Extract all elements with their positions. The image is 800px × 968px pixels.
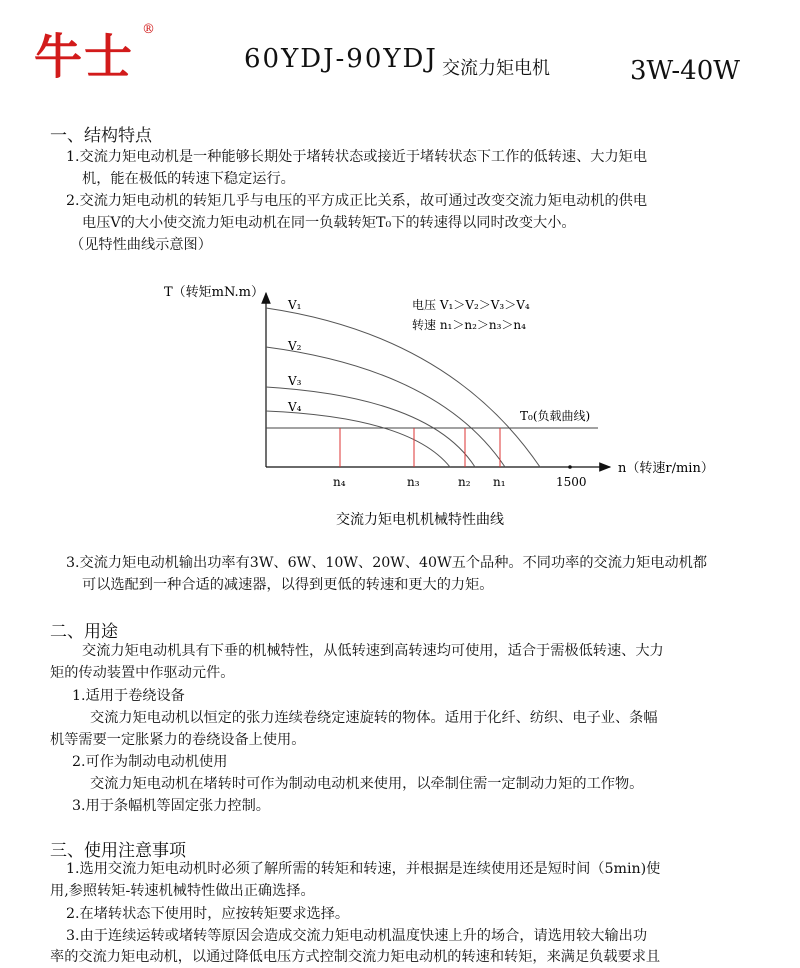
section2-sub1-line1: 交流力矩电动机以恒定的张力连续卷绕定速旋转的物体。适用于化纤、纺织、电子业、条幅 [90, 710, 658, 726]
section3-item2: 2.在堵转状态下使用时，应按转矩要求选择。 [66, 906, 350, 922]
brand-logo: 牛士 [34, 29, 135, 85]
section2-sub2-line1: 交流力矩电动机在堵转时可作为制动电动机来使用，以牵制住需一定制动力矩的工作物。 [90, 776, 644, 792]
section2-intro-line2: 矩的传动装置中作驱动元件。 [50, 665, 235, 681]
curve-label-v3: V₃ [288, 374, 302, 388]
chart-title: 交流力矩电机机械特性曲线 [336, 512, 504, 528]
curve-label-v4: V₄ [288, 400, 302, 414]
curve-label-v2: V₂ [288, 339, 302, 353]
section2-sub1-title: 1.适用于卷绕设备 [72, 688, 185, 704]
curve-v4 [266, 411, 450, 467]
curve-v3 [266, 387, 475, 467]
x-tick-1500: 1500 [556, 475, 587, 489]
marker-n2: n₂ [458, 475, 471, 489]
section1-item3-line1: 3.交流力矩电动机输出功率有3W、6W、10W、20W、40W五个品种。不同功率的交流力矩电动机都 [66, 555, 708, 571]
section1-item2-note: （见特性曲线示意图） [70, 237, 212, 253]
section3-item3-line1: 3.由于连续运转或堵转等原因会造成交流力矩电动机温度快速上升的场合，请选用较大输出功 [66, 928, 648, 944]
curve-label-v1: V₁ [288, 298, 302, 312]
section3-heading: 三、使用注意事项 [50, 841, 186, 861]
section2-heading: 二、用途 [50, 622, 118, 642]
legend-voltage: 电压 V₁＞V₂＞V₃＞V₄ [412, 298, 530, 312]
section1-heading: 一、结构特点 [50, 126, 152, 146]
section3-item1-line2: 用,参照转矩-转速机械特性做出正确选择。 [50, 883, 315, 899]
product-name: 交流力矩电机 [442, 58, 550, 79]
section2-sub3-title: 3.用于条幅机等固定张力控制。 [72, 798, 270, 814]
y-axis-label: T（转矩mN.m） [164, 285, 265, 300]
x-axis-label: n（转速r/min） [618, 461, 714, 476]
section3-item3-line2: 率的交流力矩电动机，以通过降低电压方式控制交流力矩电动机的转速和转矩，来满足负载要求且 [50, 949, 661, 965]
x-tick-1500-dot [568, 465, 572, 469]
registered-mark: ® [142, 22, 155, 37]
characteristic-chart [150, 275, 714, 540]
load-line-label: T₀(负载曲线) [520, 409, 591, 423]
section1-item2-line1: 2.交流力矩电动机的转矩几乎与电压的平方成正比关系，故可通过改变交流力矩电动机的供电 [66, 193, 648, 209]
marker-n3: n₃ [407, 475, 420, 489]
section1-item1-line2: 机，能在极低的转速下稳定运行。 [82, 171, 295, 187]
section1-item1-line1: 1.交流力矩电动机是一种能够长期处于堵转状态或接近于堵转状态下工作的低转速、大力矩电 [66, 149, 648, 165]
power-range: 3W-40W [630, 56, 740, 86]
model-title: 60YDJ-90YDJ [244, 44, 438, 74]
section2-intro-line1: 交流力矩电动机具有下垂的机械特性，从低转速到高转速均可使用，适合于需极低转速、大力 [82, 643, 664, 659]
section2-sub2-title: 2.可作为制动电动机使用 [72, 754, 228, 770]
legend-speed: 转速 n₁＞n₂＞n₃＞n₄ [412, 318, 526, 332]
section2-sub1-line2: 机等需要一定胀紧力的卷绕设备上使用。 [50, 732, 306, 748]
section3-item1-line1: 1.选用交流力矩电动机时必须了解所需的转矩和转速，并根据是连续使用还是短时间（5min)使 [66, 861, 661, 877]
section1-item2-line2: 电压V的大小使交流力矩电动机在同一负载转矩T₀下的转速得以同时改变大小。 [82, 215, 576, 231]
section1-item3-line2: 可以选配到一种合适的减速器，以得到更低的转速和更大的力矩。 [82, 577, 494, 593]
marker-n1: n₁ [493, 475, 506, 489]
marker-n4: n₄ [333, 475, 346, 489]
